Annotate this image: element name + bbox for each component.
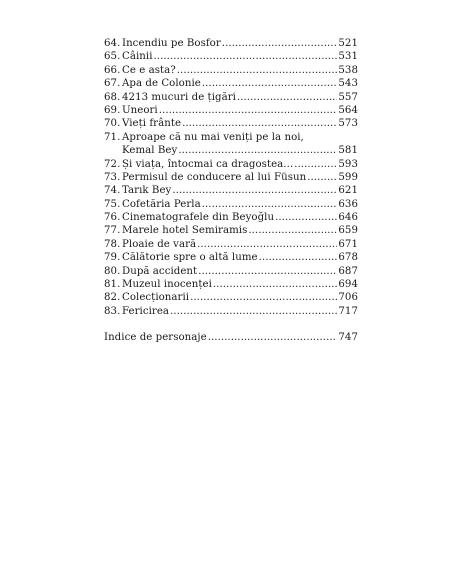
toc-entry-number: 68. [104,91,121,103]
toc-entry-page: 659 [338,225,358,237]
toc-entry-page: 687 [338,265,358,277]
toc-entry [104,305,358,318]
toc-entry-title: Și viața, întocmai ca dragostea... [122,158,294,170]
toc-entry [104,50,358,63]
toc-leader-dots [177,64,338,77]
toc-entry-page: 538 [338,64,358,76]
toc-entry-page: 573 [338,118,358,130]
toc-entry-number: 76. [104,212,121,224]
toc-entry [104,184,358,197]
toc-entry-number: 81. [104,279,121,291]
toc-entry-title: Marele hotel Semiramis [122,225,248,237]
toc-index-entry [104,331,358,344]
toc-entry-title: Câinii [122,51,153,63]
toc-leader-dots [202,198,338,211]
toc-leader-dots [170,305,337,318]
toc-entry-number: 72. [104,158,121,170]
toc-entry [104,91,358,104]
toc-entry [104,278,358,291]
toc-entry-page: 646 [338,212,358,224]
toc-entry [104,171,358,184]
toc-entry-page: 671 [338,238,358,250]
toc-leader-dots [275,211,337,224]
toc-entry [104,265,358,278]
toc-entry [104,77,358,90]
toc-leader-dots [307,171,337,184]
toc-leader-dots [248,224,337,237]
toc-leader-dots [208,331,338,344]
toc-entry-title: Incendiu pe Bosfor [122,38,221,49]
toc-leader-dots [237,91,337,104]
toc-entry-number: 82. [104,292,121,304]
toc-entry [104,158,358,171]
toc-leader-dots [213,278,338,291]
toc-entry-page: 557 [338,91,358,103]
toc-entry-page: 636 [338,198,358,210]
toc-entry-number: 65. [104,51,121,63]
toc-entry-page: 694 [338,279,358,291]
toc-entries [104,37,358,318]
toc-entry-title: Ploaie de vară [122,238,197,250]
toc-entry-title: Vieți frânte [122,118,182,130]
toc-entry-page: 543 [338,78,358,90]
toc-index-title: Indice de personaje [104,332,207,344]
toc-leader-dots [259,251,338,264]
toc-index-page: 747 [338,332,358,344]
toc-entry [104,131,358,144]
toc-entry-number: 74. [104,185,121,197]
toc-entry-title: Tarık Bey [122,185,172,197]
toc-entry-title: Ce e asta? [122,64,176,76]
spacer [104,318,358,331]
toc-entry [104,291,358,304]
toc-entry-number: 66. [104,64,121,76]
toc-entry-title: Muzeul inocenței [122,279,212,291]
toc-leader-dots [197,238,337,251]
toc-entry-number: 80. [104,265,121,277]
toc-entry-page: 581 [338,145,358,157]
toc-entry [104,211,358,224]
toc-entry-page: 717 [338,305,358,317]
toc-entry-page: 678 [338,252,358,264]
toc-entry [104,117,358,130]
toc-entry-page: 564 [338,104,358,116]
toc-entry [104,224,358,237]
toc-entry-number: 73. [104,171,121,183]
toc-leader-dots [154,50,338,63]
toc-entry-number: 64. [104,38,121,49]
toc-entry-title: Aproape că nu mai veniți pe la noi, [122,131,304,143]
toc-entry-title: Apa de Colonie [122,78,201,90]
toc-entry [104,37,358,50]
toc-entry-title: După accident [122,265,198,277]
toc-entry-title: Kemal Bey [122,145,178,157]
toc-entry-title: Fericirea [122,305,170,317]
toc-entry-page: 531 [338,51,358,63]
toc-leader-dots [190,291,337,304]
toc-leader-dots [182,117,337,130]
toc-leader-dots [202,77,338,90]
toc-entry-page: 621 [338,185,358,197]
toc-entry-title: Permisul de conducere al lui Füsun [122,171,307,183]
toc-entry-number: 71. [104,131,121,143]
table-of-contents [104,37,358,345]
toc-entry [104,144,358,157]
toc-entry-title: Cinematografele din Beyoğlu [122,212,275,224]
toc-entry [104,198,358,211]
toc-leader-dots [222,37,338,50]
toc-entry-number: 67. [104,78,121,90]
toc-leader-dots [294,158,337,171]
toc-entry [104,251,358,264]
toc-entry-title: Uneori [122,104,158,116]
toc-leader-dots [159,104,338,117]
toc-entry [104,64,358,77]
toc-leader-dots [198,265,337,278]
toc-leader-dots [172,184,337,197]
toc-entry [104,104,358,117]
toc-entry-number: 77. [104,225,121,237]
toc-entry-title: Călătorie spre o altă lume [122,252,258,264]
toc-entry-number: 69. [104,104,121,116]
toc-entry-number: 83. [104,305,121,317]
toc-entry-number: 79. [104,252,121,264]
toc-entry-page: 706 [338,292,358,304]
toc-entry-title: Cofetăria Perla [122,198,201,210]
toc-entry-number: 70. [104,118,121,130]
toc-entry-number: 78. [104,238,121,250]
toc-entry-title: Colecționarii [122,292,190,304]
toc-entry-number: 75. [104,198,121,210]
toc-leader-dots [178,144,337,157]
toc-entry-page: 521 [338,38,358,49]
toc-entry-page: 599 [338,171,358,183]
toc-entry-title: 4213 mucuri de țigări [122,91,236,103]
toc-entry [104,238,358,251]
toc-entry-page: 593 [338,158,358,170]
